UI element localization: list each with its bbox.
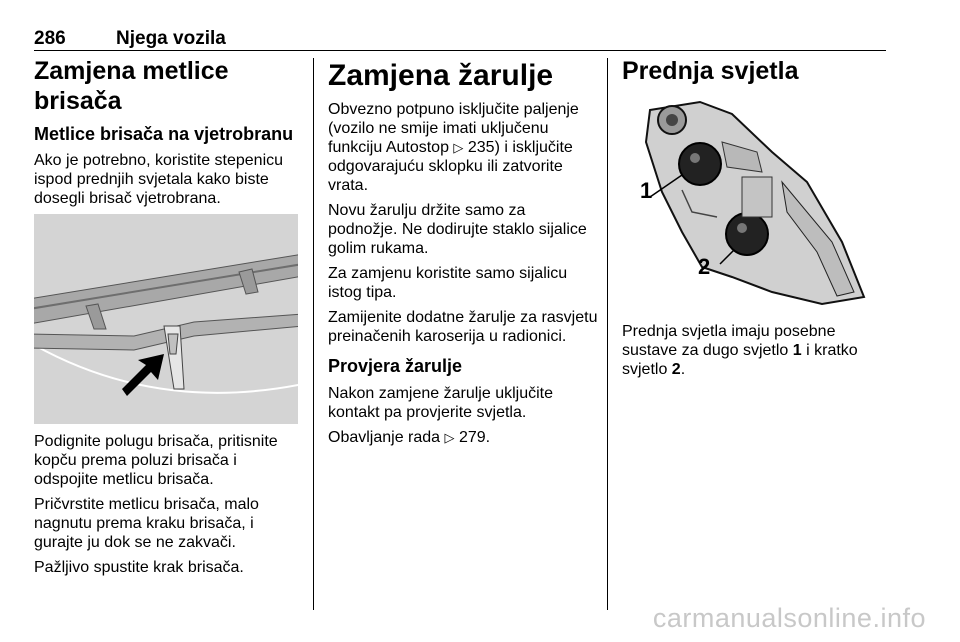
callout-2: 2 <box>698 254 711 279</box>
bulb-column <box>328 56 598 453</box>
headlight-illustration <box>622 92 886 314</box>
paragraph: Prednja svjetla imaju posebne sustave za dugo svjetlo 1 i kratko svjetlo 2. <box>622 323 858 378</box>
wiper-column <box>34 56 302 583</box>
column-divider <box>313 58 314 610</box>
column-divider <box>607 58 608 610</box>
paragraph: Ako je potrebno, koristite stepenicu ispod prednjih svjetala kako biste dosegli brisač vjetrobrana. <box>34 152 284 207</box>
paragraph: Pažljivo spustite krak brisača. <box>34 559 244 576</box>
callout-1: 1 <box>640 178 653 203</box>
headlight-column <box>622 56 886 385</box>
paragraph: Zamijenite dodatne žarulje za rasvjetu preinačenih karoserija u radionici. <box>328 309 598 345</box>
wiper-illustration <box>34 214 302 424</box>
subsection-title-windscreen-wiper: Metlice brisača na vjetrobranu <box>34 124 294 144</box>
paragraph: Obvezno potpuno isključite paljenje (vozilo ne smije imati uključenu funkciju Autostop ▷ 235) i isključite odgovarajuću sklopku ili zatvorite vrata. <box>328 101 579 194</box>
paragraph: Novu žarulju držite samo za podnožje. Ne dodirujte staklo sijalice golim rukama. <box>328 202 587 257</box>
section-title-bulb: Zamjena žarulje <box>328 59 554 92</box>
watermark: carmanualsonline.info <box>652 603 926 633</box>
section-title-wiper: Zamjena metlice brisača <box>34 57 229 115</box>
paragraph: Nakon zamjene žarulje uključite kontakt pa provjerite svjetla. <box>328 385 553 421</box>
subsection-title-bulb-check: Provjera žarulje <box>328 356 463 376</box>
page-number: 286 <box>34 28 66 49</box>
cross-reference-arrow-icon: ▷ <box>453 140 464 155</box>
paragraph: Podignite polugu brisača, pritisnite kopču prema poluzi brisača i odspojite metlicu brisača. <box>34 433 278 488</box>
paragraph: Za zamjenu koristite samo sijalicu istog tipa. <box>328 265 568 301</box>
paragraph: Obavljanje rada ▷ 279. <box>328 429 491 446</box>
chapter-title: Njega vozila <box>116 28 226 49</box>
section-title-headlights: Prednja svjetla <box>622 57 799 85</box>
cross-reference-arrow-icon: ▷ <box>444 430 455 445</box>
page-header <box>34 28 886 51</box>
paragraph: Pričvrstite metlicu brisača, malo nagnutu prema kraku brisača, i gurajte ju dok se ne zakvači. <box>34 496 259 551</box>
